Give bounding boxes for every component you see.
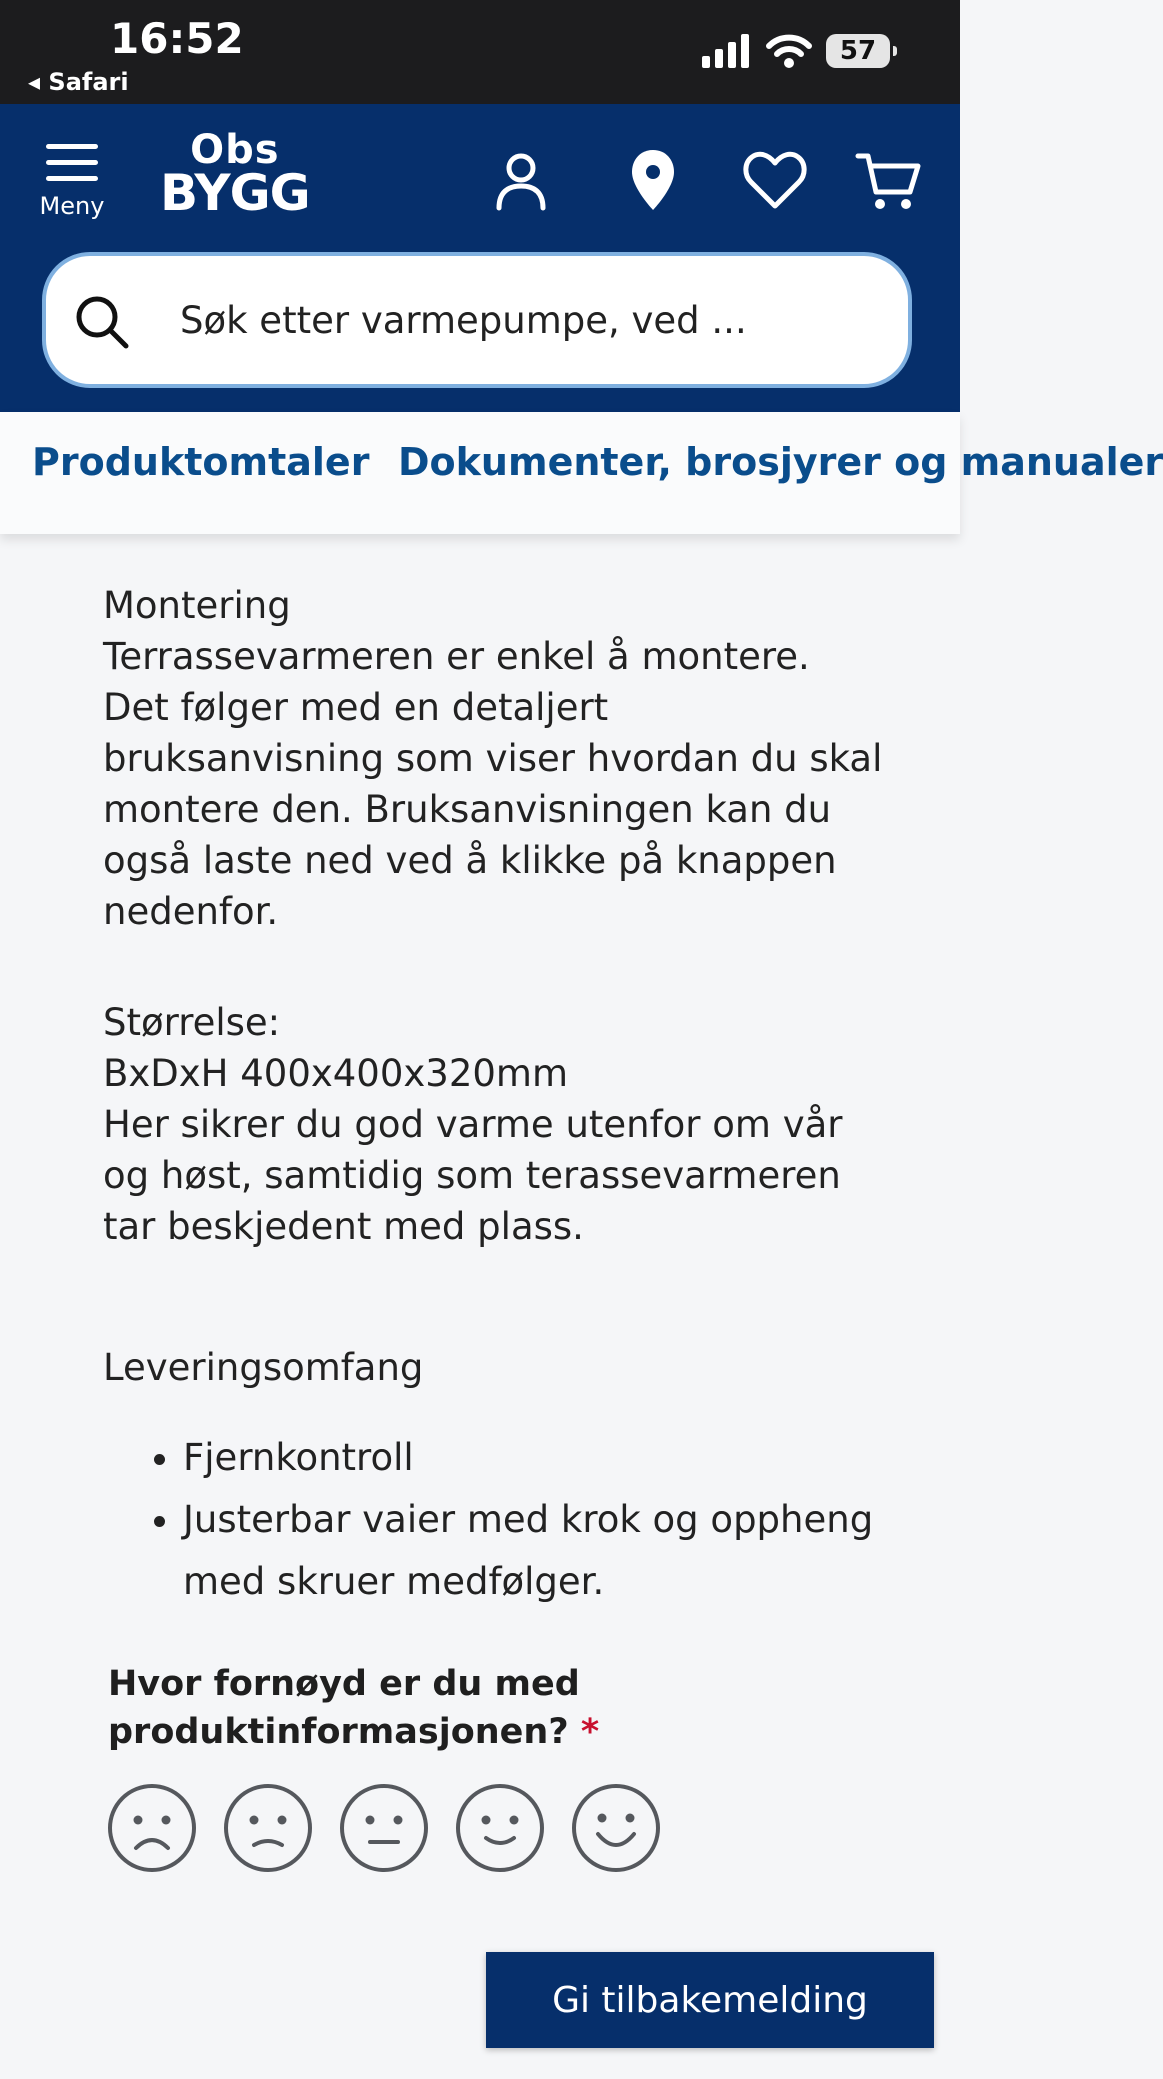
status-icons	[702, 34, 890, 68]
wifi-icon	[766, 34, 812, 68]
back-to-safari-link[interactable]: ◂ Safari	[28, 68, 129, 96]
account-icon[interactable]	[486, 146, 556, 216]
mounting-text: Terrassevarmeren er enkel å montere. Det følger med en detaljert bruksanvisning som viser hvordan du skal montere den. Bruksanvisningen kan du også laste ned ved å klikke på knappen nedenfor.	[103, 635, 883, 933]
search-icon[interactable]	[72, 292, 132, 352]
search-input[interactable]	[180, 288, 880, 352]
logo-line2: BYGG	[160, 164, 310, 222]
size-title: Størrelse:	[103, 1001, 281, 1044]
mounting-title: Montering	[103, 584, 291, 627]
rating-faces	[106, 1782, 662, 1874]
list-item: • Fjernkontroll	[183, 1427, 883, 1489]
battery-icon	[826, 34, 890, 68]
satisfied-face-icon[interactable]	[454, 1782, 546, 1874]
search-bar[interactable]	[42, 252, 912, 388]
give-feedback-button[interactable]: Gi tilbakemelding	[486, 1952, 934, 2048]
delivery-title: Leveringsomfang	[103, 1346, 424, 1389]
obs-bygg-logo[interactable]	[160, 127, 310, 222]
list-item: • Justerbar vaier med krok og oppheng med skruer medfølger.	[183, 1489, 883, 1613]
very-dissatisfied-face-icon[interactable]	[106, 1782, 198, 1874]
cellular-signal-icon	[702, 34, 752, 68]
menu-button[interactable]	[36, 144, 108, 234]
neutral-face-icon[interactable]	[338, 1782, 430, 1874]
size-value: BxDxH 400x400x320mm	[103, 1052, 568, 1095]
hamburger-icon	[36, 144, 108, 181]
dissatisfied-face-icon[interactable]	[222, 1782, 314, 1874]
wishlist-heart-icon[interactable]	[740, 146, 810, 216]
menu-label: Meny	[39, 192, 105, 220]
product-info-tabs	[0, 412, 1163, 534]
rating-question-text: Hvor fornøyd er du med produktinformasjonen?	[108, 1664, 580, 1752]
battery-level: 57	[839, 36, 877, 66]
size-text: Her sikrer du god varme utenfor om vår og høst, samtidig som terassevarmeren tar beskjedent med plass.	[103, 1103, 843, 1248]
tab-product-reviews[interactable]: Produktomtaler	[32, 440, 370, 484]
required-mark: *	[580, 1712, 600, 1752]
status-time: 16:52	[110, 14, 244, 63]
store-location-icon[interactable]	[618, 146, 688, 216]
tab-documents[interactable]: Dokumenter, brosjyrer og manualer	[398, 440, 1163, 484]
rating-question	[108, 1660, 668, 1756]
logo-line1: Obs	[190, 127, 280, 173]
cart-icon[interactable]	[854, 146, 924, 216]
delivery-list	[103, 1427, 883, 1613]
site-header	[0, 104, 960, 412]
very-satisfied-face-icon[interactable]	[570, 1782, 662, 1874]
status-bar	[0, 0, 960, 104]
product-description	[103, 580, 883, 1613]
